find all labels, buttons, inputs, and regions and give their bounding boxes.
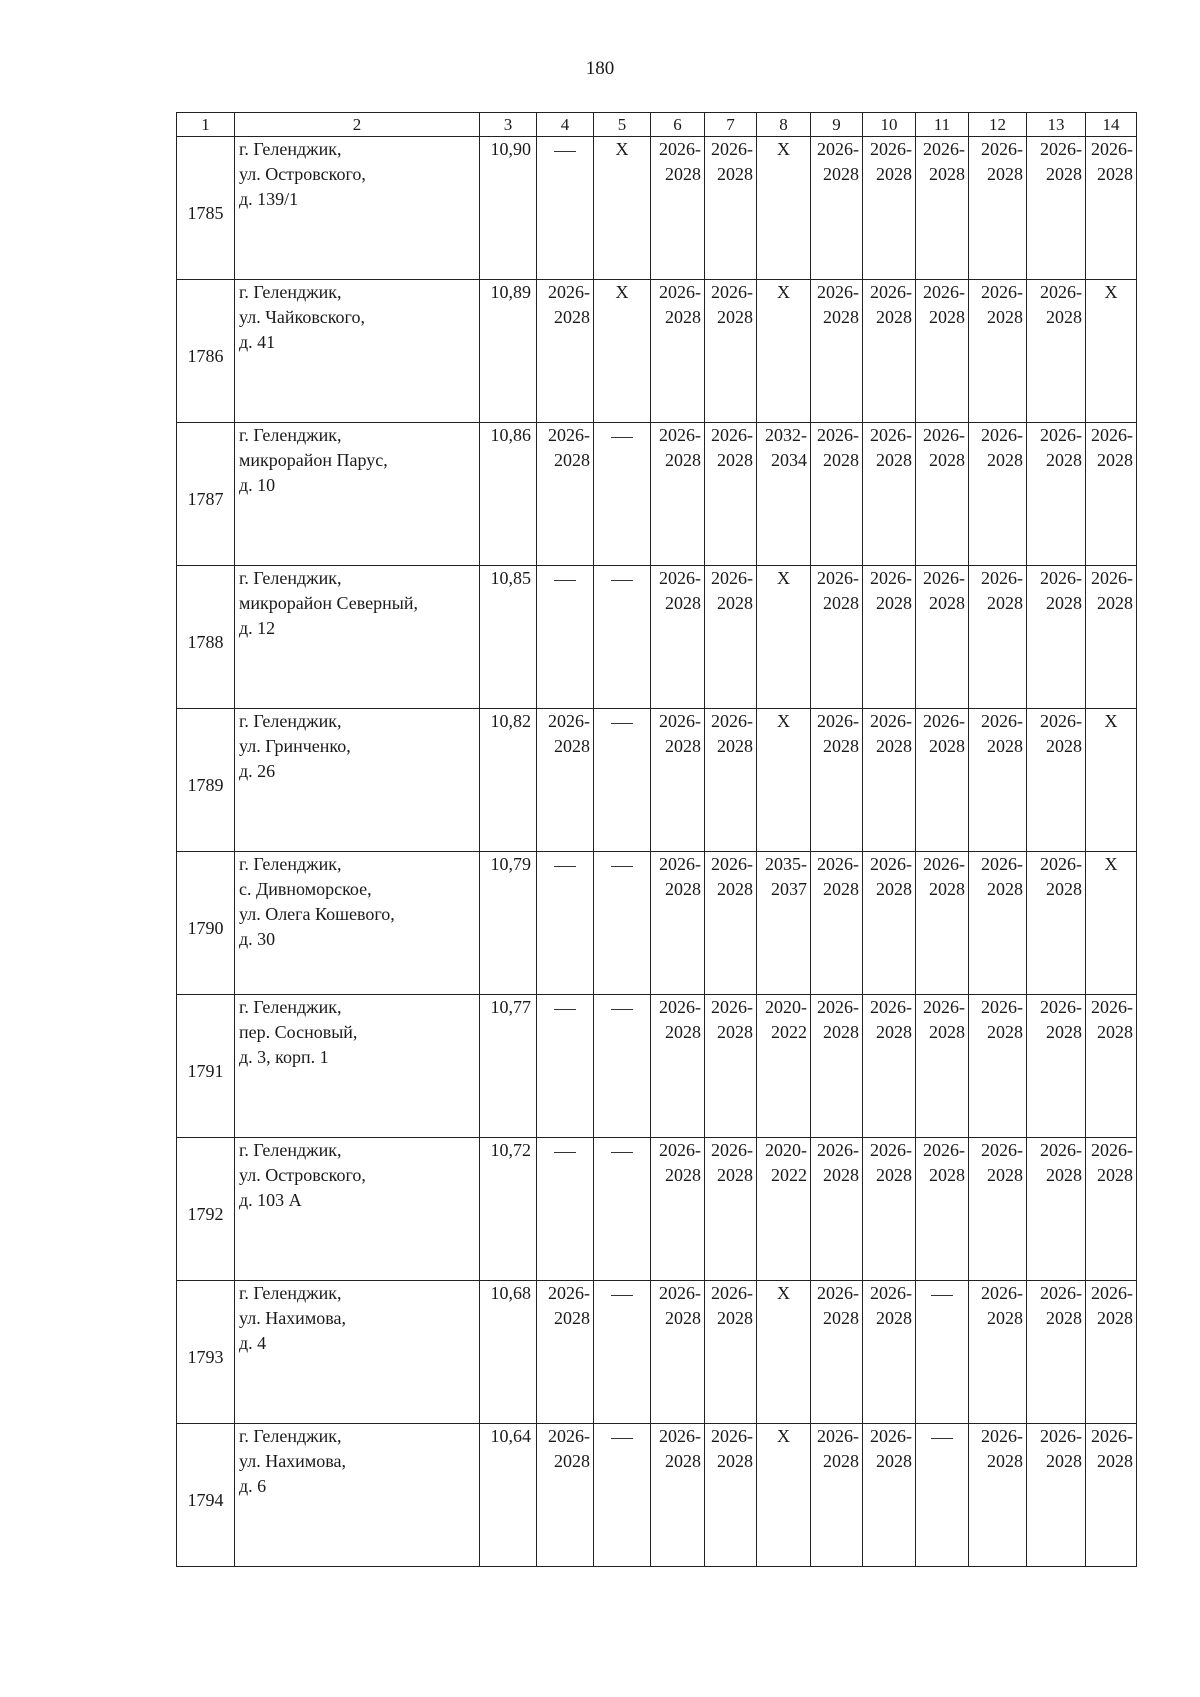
schedule-cell-col-7: 2026- 2028 bbox=[705, 280, 757, 423]
table-body bbox=[177, 137, 1137, 1567]
column-header-3: 3 bbox=[480, 113, 537, 137]
schedule-cell-col-7: 2026- 2028 bbox=[705, 137, 757, 280]
row-number: 1792 bbox=[187, 1203, 224, 1224]
dash-mark bbox=[554, 866, 576, 867]
column-header-9: 9 bbox=[811, 113, 863, 137]
schedule-cell-col-9: 2026- 2028 bbox=[811, 280, 863, 423]
schedule-cell-col-4 bbox=[537, 566, 594, 709]
dash-mark bbox=[611, 1438, 633, 1439]
schedule-cell-col-13: 2026- 2028 bbox=[1027, 1424, 1086, 1567]
address-cell: г. Геленджик, ул. Островского, д. 103 А bbox=[235, 1138, 480, 1281]
schedule-cell-col-7: 2026- 2028 bbox=[705, 423, 757, 566]
column-header-2: 2 bbox=[235, 113, 480, 137]
schedule-cell-col-6: 2026- 2028 bbox=[651, 1281, 705, 1424]
schedule-cell-col-7: 2026- 2028 bbox=[705, 1424, 757, 1567]
table-row bbox=[177, 852, 1137, 995]
schedule-cell-col-6: 2026- 2028 bbox=[651, 423, 705, 566]
schedule-cell-col-13: 2026- 2028 bbox=[1027, 137, 1086, 280]
schedule-cell-col-7: 2026- 2028 bbox=[705, 1281, 757, 1424]
schedule-cell-col-8: 2020- 2022 bbox=[757, 1138, 811, 1281]
schedule-cell-col-12: 2026- 2028 bbox=[969, 280, 1027, 423]
schedule-cell-col-13: 2026- 2028 bbox=[1027, 566, 1086, 709]
schedule-cell-col-11 bbox=[916, 1281, 969, 1424]
schedule-cell-col-12: 2026- 2028 bbox=[969, 137, 1027, 280]
row-number: 1793 bbox=[187, 1346, 224, 1367]
column-header-12: 12 bbox=[969, 113, 1027, 137]
schedule-cell-col-11: 2026- 2028 bbox=[916, 1138, 969, 1281]
schedule-cell-col-5: Х bbox=[594, 137, 651, 280]
schedule-cell-col-8: 2032- 2034 bbox=[757, 423, 811, 566]
dash-mark bbox=[611, 580, 633, 581]
schedule-cell-col-10: 2026- 2028 bbox=[863, 709, 916, 852]
schedule-cell-col-14: Х bbox=[1086, 709, 1137, 852]
row-number: 1789 bbox=[187, 774, 224, 795]
row-number-cell bbox=[177, 852, 235, 995]
row-number-cell bbox=[177, 1281, 235, 1424]
column-header-7: 7 bbox=[705, 113, 757, 137]
table-row bbox=[177, 1281, 1137, 1424]
schedule-cell-col-13: 2026- 2028 bbox=[1027, 423, 1086, 566]
dash-mark bbox=[611, 1295, 633, 1296]
schedule-cell-col-6: 2026- 2028 bbox=[651, 995, 705, 1138]
row-number-cell bbox=[177, 995, 235, 1138]
schedule-cell-col-7: 2026- 2028 bbox=[705, 852, 757, 995]
address-cell: г. Геленджик, ул. Островского, д. 139/1 bbox=[235, 137, 480, 280]
area-cell: 10,64 bbox=[480, 1424, 537, 1567]
schedule-cell-col-6: 2026- 2028 bbox=[651, 566, 705, 709]
row-number-cell bbox=[177, 280, 235, 423]
schedule-cell-col-5 bbox=[594, 852, 651, 995]
table-row bbox=[177, 995, 1137, 1138]
schedule-cell-col-11: 2026- 2028 bbox=[916, 852, 969, 995]
row-number-cell bbox=[177, 1424, 235, 1567]
schedule-cell-col-8: Х bbox=[757, 1424, 811, 1567]
schedule-cell-col-5 bbox=[594, 566, 651, 709]
schedule-cell-col-6: 2026- 2028 bbox=[651, 852, 705, 995]
schedule-cell-col-4: 2026- 2028 bbox=[537, 1424, 594, 1567]
dash-mark bbox=[611, 723, 633, 724]
area-cell: 10,72 bbox=[480, 1138, 537, 1281]
schedule-cell-col-4: 2026- 2028 bbox=[537, 423, 594, 566]
schedule-cell-col-10: 2026- 2028 bbox=[863, 1424, 916, 1567]
schedule-cell-col-11: 2026- 2028 bbox=[916, 137, 969, 280]
column-header-5: 5 bbox=[594, 113, 651, 137]
table-row bbox=[177, 423, 1137, 566]
dash-mark bbox=[931, 1438, 953, 1439]
page-number: 180 bbox=[585, 58, 615, 79]
schedule-cell-col-7: 2026- 2028 bbox=[705, 995, 757, 1138]
row-number-cell bbox=[177, 423, 235, 566]
row-number-cell bbox=[177, 566, 235, 709]
schedule-cell-col-11: 2026- 2028 bbox=[916, 280, 969, 423]
schedule-cell-col-9: 2026- 2028 bbox=[811, 1138, 863, 1281]
address-cell: г. Геленджик, ул. Гринченко, д. 26 bbox=[235, 709, 480, 852]
schedule-cell-col-9: 2026- 2028 bbox=[811, 566, 863, 709]
area-cell: 10,77 bbox=[480, 995, 537, 1138]
schedule-cell-col-9: 2026- 2028 bbox=[811, 709, 863, 852]
address-cell: г. Геленджик, ул. Нахимова, д. 6 bbox=[235, 1424, 480, 1567]
schedule-cell-col-5: Х bbox=[594, 280, 651, 423]
schedule-cell-col-9: 2026- 2028 bbox=[811, 423, 863, 566]
column-header-6: 6 bbox=[651, 113, 705, 137]
table-row bbox=[177, 1138, 1137, 1281]
schedule-cell-col-8: Х bbox=[757, 137, 811, 280]
schedule-cell-col-14: 2026- 2028 bbox=[1086, 423, 1137, 566]
row-number: 1794 bbox=[187, 1489, 224, 1510]
schedule-cell-col-13: 2026- 2028 bbox=[1027, 280, 1086, 423]
schedule-cell-col-11 bbox=[916, 1424, 969, 1567]
row-number: 1786 bbox=[187, 345, 224, 366]
row-number-cell bbox=[177, 1138, 235, 1281]
address-cell: г. Геленджик, ул. Чайковского, д. 41 bbox=[235, 280, 480, 423]
schedule-cell-col-8: Х bbox=[757, 709, 811, 852]
table-row bbox=[177, 280, 1137, 423]
schedule-cell-col-14: 2026- 2028 bbox=[1086, 1138, 1137, 1281]
schedule-cell-col-14: Х bbox=[1086, 852, 1137, 995]
schedule-cell-col-14: 2026- 2028 bbox=[1086, 1281, 1137, 1424]
area-cell: 10,85 bbox=[480, 566, 537, 709]
schedule-cell-col-9: 2026- 2028 bbox=[811, 1424, 863, 1567]
schedule-cell-col-11: 2026- 2028 bbox=[916, 423, 969, 566]
dash-mark bbox=[611, 1009, 633, 1010]
schedule-cell-col-14: 2026- 2028 bbox=[1086, 995, 1137, 1138]
schedule-cell-col-14: 2026- 2028 bbox=[1086, 566, 1137, 709]
schedule-cell-col-12: 2026- 2028 bbox=[969, 1424, 1027, 1567]
schedule-cell-col-4: 2026- 2028 bbox=[537, 1281, 594, 1424]
schedule-cell-col-13: 2026- 2028 bbox=[1027, 1138, 1086, 1281]
schedule-cell-col-5 bbox=[594, 995, 651, 1138]
dash-mark bbox=[611, 437, 633, 438]
table-row bbox=[177, 137, 1137, 280]
row-number: 1787 bbox=[187, 488, 224, 509]
column-header-14: 14 bbox=[1086, 113, 1137, 137]
schedule-cell-col-4: 2026- 2028 bbox=[537, 709, 594, 852]
schedule-cell-col-13: 2026- 2028 bbox=[1027, 852, 1086, 995]
schedule-cell-col-10: 2026- 2028 bbox=[863, 280, 916, 423]
area-cell: 10,79 bbox=[480, 852, 537, 995]
schedule-cell-col-12: 2026- 2028 bbox=[969, 423, 1027, 566]
area-cell: 10,89 bbox=[480, 280, 537, 423]
column-header-10: 10 bbox=[863, 113, 916, 137]
schedule-cell-col-12: 2026- 2028 bbox=[969, 1281, 1027, 1424]
schedule-cell-col-7: 2026- 2028 bbox=[705, 1138, 757, 1281]
schedule-cell-col-13: 2026- 2028 bbox=[1027, 1281, 1086, 1424]
dash-mark bbox=[554, 1152, 576, 1153]
schedule-cell-col-8: 2035- 2037 bbox=[757, 852, 811, 995]
area-cell: 10,68 bbox=[480, 1281, 537, 1424]
schedule-cell-col-12: 2026- 2028 bbox=[969, 566, 1027, 709]
schedule-cell-col-5 bbox=[594, 423, 651, 566]
dash-mark bbox=[554, 151, 576, 152]
schedule-cell-col-5 bbox=[594, 1281, 651, 1424]
schedule-cell-col-9: 2026- 2028 bbox=[811, 995, 863, 1138]
address-cell: г. Геленджик, ул. Нахимова, д. 4 bbox=[235, 1281, 480, 1424]
schedule-cell-col-6: 2026- 2028 bbox=[651, 137, 705, 280]
schedule-cell-col-14: Х bbox=[1086, 280, 1137, 423]
schedule-cell-col-4 bbox=[537, 137, 594, 280]
column-header-11: 11 bbox=[916, 113, 969, 137]
dash-mark bbox=[554, 1009, 576, 1010]
dash-mark bbox=[611, 1152, 633, 1153]
column-header-1: 1 bbox=[177, 113, 235, 137]
schedule-cell-col-5 bbox=[594, 709, 651, 852]
address-cell: г. Геленджик, микрорайон Парус, д. 10 bbox=[235, 423, 480, 566]
schedule-cell-col-5 bbox=[594, 1138, 651, 1281]
schedule-cell-col-4 bbox=[537, 995, 594, 1138]
schedule-cell-col-6: 2026- 2028 bbox=[651, 1424, 705, 1567]
schedule-cell-col-10: 2026- 2028 bbox=[863, 852, 916, 995]
schedule-cell-col-6: 2026- 2028 bbox=[651, 709, 705, 852]
repair-schedule-table bbox=[176, 112, 1137, 1567]
row-number: 1788 bbox=[187, 631, 224, 652]
address-cell: г. Геленджик, с. Дивноморское, ул. Олега Кошевого, д. 30 bbox=[235, 852, 480, 995]
schedule-cell-col-13: 2026- 2028 bbox=[1027, 709, 1086, 852]
schedule-cell-col-5 bbox=[594, 1424, 651, 1567]
table-row bbox=[177, 709, 1137, 852]
schedule-cell-col-10: 2026- 2028 bbox=[863, 1281, 916, 1424]
row-number: 1790 bbox=[187, 917, 224, 938]
column-number-row bbox=[177, 113, 1137, 137]
schedule-cell-col-12: 2026- 2028 bbox=[969, 709, 1027, 852]
schedule-cell-col-6: 2026- 2028 bbox=[651, 1138, 705, 1281]
schedule-cell-col-12: 2026- 2028 bbox=[969, 852, 1027, 995]
schedule-cell-col-7: 2026- 2028 bbox=[705, 709, 757, 852]
schedule-cell-col-6: 2026- 2028 bbox=[651, 280, 705, 423]
schedule-cell-col-11: 2026- 2028 bbox=[916, 709, 969, 852]
schedule-cell-col-13: 2026- 2028 bbox=[1027, 995, 1086, 1138]
schedule-cell-col-10: 2026- 2028 bbox=[863, 1138, 916, 1281]
column-header-13: 13 bbox=[1027, 113, 1086, 137]
schedule-cell-col-9: 2026- 2028 bbox=[811, 1281, 863, 1424]
schedule-cell-col-4 bbox=[537, 852, 594, 995]
schedule-cell-col-12: 2026- 2028 bbox=[969, 1138, 1027, 1281]
schedule-cell-col-4 bbox=[537, 1138, 594, 1281]
schedule-cell-col-9: 2026- 2028 bbox=[811, 137, 863, 280]
table-row bbox=[177, 566, 1137, 709]
row-number-cell bbox=[177, 137, 235, 280]
schedule-cell-col-8: 2020- 2022 bbox=[757, 995, 811, 1138]
schedule-cell-col-12: 2026- 2028 bbox=[969, 995, 1027, 1138]
schedule-cell-col-11: 2026- 2028 bbox=[916, 995, 969, 1138]
schedule-cell-col-14: 2026- 2028 bbox=[1086, 137, 1137, 280]
row-number: 1791 bbox=[187, 1060, 224, 1081]
schedule-cell-col-10: 2026- 2028 bbox=[863, 137, 916, 280]
dash-mark bbox=[611, 866, 633, 867]
schedule-cell-col-4: 2026- 2028 bbox=[537, 280, 594, 423]
area-cell: 10,86 bbox=[480, 423, 537, 566]
row-number: 1785 bbox=[187, 202, 224, 223]
address-cell: г. Геленджик, микрорайон Северный, д. 12 bbox=[235, 566, 480, 709]
schedule-cell-col-10: 2026- 2028 bbox=[863, 995, 916, 1138]
schedule-cell-col-9: 2026- 2028 bbox=[811, 852, 863, 995]
row-number-cell bbox=[177, 709, 235, 852]
table-row bbox=[177, 1424, 1137, 1567]
schedule-cell-col-10: 2026- 2028 bbox=[863, 566, 916, 709]
schedule-cell-col-8: Х bbox=[757, 1281, 811, 1424]
column-header-4: 4 bbox=[537, 113, 594, 137]
dash-mark bbox=[554, 580, 576, 581]
area-cell: 10,82 bbox=[480, 709, 537, 852]
schedule-cell-col-14: 2026- 2028 bbox=[1086, 1424, 1137, 1567]
schedule-cell-col-10: 2026- 2028 bbox=[863, 423, 916, 566]
schedule-cell-col-7: 2026- 2028 bbox=[705, 566, 757, 709]
address-cell: г. Геленджик, пер. Сосновый, д. 3, корп. 1 bbox=[235, 995, 480, 1138]
schedule-cell-col-11: 2026- 2028 bbox=[916, 566, 969, 709]
schedule-cell-col-8: Х bbox=[757, 566, 811, 709]
schedule-cell-col-8: Х bbox=[757, 280, 811, 423]
column-header-8: 8 bbox=[757, 113, 811, 137]
dash-mark bbox=[931, 1295, 953, 1296]
area-cell: 10,90 bbox=[480, 137, 537, 280]
